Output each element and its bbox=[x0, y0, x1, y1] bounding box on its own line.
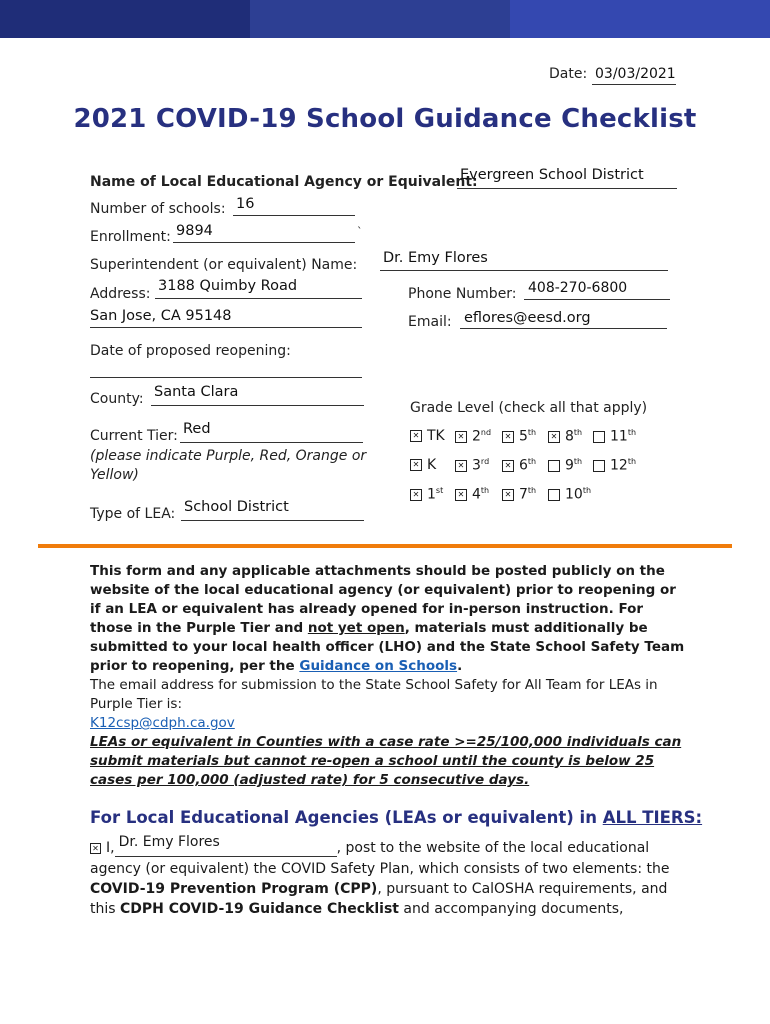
grade-option[interactable] bbox=[548, 486, 591, 503]
certification-paragraph bbox=[90, 834, 670, 919]
grade-suffix: th bbox=[480, 486, 490, 495]
all-tiers-text: ALL TIERS: bbox=[602, 808, 703, 827]
grade-option[interactable] bbox=[548, 457, 582, 474]
grade-option[interactable] bbox=[502, 457, 536, 474]
banner-segment bbox=[250, 0, 510, 38]
date-line bbox=[592, 84, 676, 85]
checkbox-icon[interactable] bbox=[593, 431, 605, 443]
tier-line bbox=[180, 442, 363, 443]
guidance-on-schools-link[interactable]: Guidance on Schools bbox=[299, 658, 458, 674]
checked-checkbox-icon[interactable]: ✕ bbox=[410, 489, 422, 501]
grade-label: 10 bbox=[565, 486, 583, 503]
section-heading-text: For Local Educational Agencies (LEAs or equivalent) in bbox=[90, 808, 603, 827]
reopening-line[interactable] bbox=[90, 377, 362, 378]
header-banner bbox=[0, 0, 770, 38]
tier-value[interactable]: Red bbox=[183, 421, 211, 437]
tier-label: Current Tier: bbox=[90, 428, 178, 444]
cert-i: I, bbox=[106, 840, 115, 856]
county-label: County: bbox=[90, 391, 144, 407]
date-value[interactable]: 03/03/2021 bbox=[595, 66, 676, 82]
checked-checkbox-icon[interactable]: ✕ bbox=[502, 489, 514, 501]
lea-name-label: Name of Local Educational Agency or Equivalent: bbox=[90, 174, 478, 190]
phone-label: Phone Number: bbox=[408, 286, 517, 302]
checked-checkbox-icon[interactable]: ✕ bbox=[410, 459, 422, 471]
enrollment-value[interactable]: 9894 bbox=[176, 223, 213, 239]
grade-suffix: th bbox=[573, 457, 583, 466]
checked-checkbox-icon[interactable]: ✕ bbox=[502, 431, 514, 443]
reopening-label: Date of proposed reopening: bbox=[90, 343, 291, 359]
notice-period: . bbox=[457, 658, 463, 674]
banner-segment bbox=[0, 0, 250, 38]
lea-name-line bbox=[457, 188, 677, 189]
address-value[interactable]: 3188 Quimby Road bbox=[158, 278, 298, 294]
grade-label: TK bbox=[427, 428, 445, 444]
grade-label: 2 bbox=[472, 428, 481, 445]
cert-text-2: , pursuant to CalOSHA requirements, and this bbox=[90, 881, 668, 917]
cert-text-3: and accompanying documents, bbox=[398, 901, 624, 917]
email-value[interactable]: eflores@eesd.org bbox=[464, 310, 591, 326]
grade-option[interactable] bbox=[593, 457, 636, 474]
certification-checkbox[interactable]: ✕ bbox=[90, 843, 101, 854]
checkbox-icon[interactable] bbox=[548, 460, 560, 472]
banner-segment bbox=[510, 0, 770, 38]
notice-not-yet-open: not yet open bbox=[307, 620, 405, 636]
notice-text-2: , materials must additionally be submitted to your local health officer (LHO) and the State School Safety Team prior to reopening, per the bbox=[90, 620, 685, 674]
grade-label: 5 bbox=[519, 428, 528, 445]
grade-label: 6 bbox=[519, 457, 528, 474]
superintendent-label: Superintendent (or equivalent) Name: bbox=[90, 257, 358, 273]
checked-checkbox-icon[interactable]: ✕ bbox=[410, 430, 422, 442]
grade-label: 8 bbox=[565, 428, 574, 445]
grade-label: 1 bbox=[427, 486, 436, 503]
grade-option[interactable] bbox=[502, 428, 536, 445]
grade-label: 11 bbox=[610, 428, 628, 445]
grade-suffix: th bbox=[573, 428, 583, 437]
grade-option[interactable] bbox=[455, 428, 491, 445]
address-line2-value[interactable]: San Jose, CA 95148 bbox=[90, 308, 232, 324]
page-title: 2021 COVID-19 School Guidance Checklist bbox=[73, 104, 697, 134]
grade-label: 4 bbox=[472, 486, 481, 503]
case-rate-note: LEAs or equivalent in Counties with a case rate >=25/100,000 individuals can submit materials but cannot re-open a school until the county is below 25 cases per 100,000 (adjusted rate) for 5 consecutive days. bbox=[90, 734, 682, 788]
cpp-text: COVID-19 Prevention Program (CPP) bbox=[90, 881, 378, 897]
phone-value[interactable]: 408-270-6800 bbox=[528, 280, 628, 296]
lea-type-value[interactable]: School District bbox=[184, 499, 289, 515]
grade-option[interactable] bbox=[593, 428, 636, 445]
grade-label: 9 bbox=[565, 457, 574, 474]
grade-option[interactable] bbox=[502, 486, 536, 503]
section-heading bbox=[90, 808, 702, 827]
grade-option[interactable] bbox=[410, 457, 436, 473]
address-line2-line bbox=[90, 327, 362, 328]
cert-text-1: , post to the website of the local educational agency (or equivalent) the COVID Safety Plan, which consists of two elements: the bbox=[90, 840, 670, 877]
grade-option[interactable] bbox=[410, 486, 443, 503]
grade-suffix: st bbox=[435, 486, 444, 495]
enrollment-line bbox=[173, 242, 355, 243]
notice-text: This form and any applicable attachments should be posted publicly on the website of the local educational agency (or equivalent) prior to reopening or if an LEA or equivalent has already opened for in-person instruction. For those in the Purple Tier and bbox=[90, 563, 676, 636]
grade-option[interactable] bbox=[410, 428, 445, 444]
grade-option[interactable] bbox=[455, 457, 489, 474]
checked-checkbox-icon[interactable]: ✕ bbox=[455, 460, 467, 472]
superintendent-line bbox=[380, 270, 668, 271]
lea-type-label: Type of LEA: bbox=[90, 506, 176, 522]
grade-label: 3 bbox=[472, 457, 481, 474]
submission-email-link[interactable]: K12csp@cdph.ca.gov bbox=[90, 715, 235, 731]
address-line bbox=[155, 298, 362, 299]
cdph-checklist-text: CDPH COVID-19 Guidance Checklist bbox=[120, 901, 399, 917]
grade-option[interactable] bbox=[548, 428, 582, 445]
county-line bbox=[151, 405, 364, 406]
lea-name-value[interactable]: Evergreen School District bbox=[460, 167, 644, 183]
county-value[interactable]: Santa Clara bbox=[154, 384, 239, 400]
grade-suffix: th bbox=[582, 486, 592, 495]
notice-paragraph bbox=[90, 562, 690, 790]
schools-line bbox=[233, 215, 355, 216]
enrollment-label: Enrollment: bbox=[90, 229, 171, 245]
checked-checkbox-icon[interactable]: ✕ bbox=[502, 460, 514, 472]
grade-suffix: th bbox=[527, 457, 537, 466]
grade-suffix: nd bbox=[480, 428, 492, 437]
checkbox-icon[interactable] bbox=[548, 489, 560, 501]
checkbox-icon[interactable] bbox=[593, 460, 605, 472]
grade-suffix: th bbox=[627, 428, 637, 437]
superintendent-value[interactable]: Dr. Emy Flores bbox=[383, 250, 488, 266]
section-divider bbox=[38, 544, 732, 548]
grade-label: K bbox=[427, 457, 437, 473]
address-label: Address: bbox=[90, 286, 151, 302]
checked-checkbox-icon[interactable]: ✕ bbox=[548, 431, 560, 443]
grade-suffix: th bbox=[527, 428, 537, 437]
enrollment-tick: ` bbox=[357, 225, 363, 238]
cert-name-value: Dr. Emy Flores bbox=[118, 834, 220, 850]
cert-name-field[interactable] bbox=[115, 836, 337, 857]
email-line bbox=[460, 328, 667, 329]
checked-checkbox-icon[interactable]: ✕ bbox=[455, 431, 467, 443]
schools-label: Number of schools: bbox=[90, 201, 226, 217]
email-label: Email: bbox=[408, 314, 452, 330]
phone-line bbox=[524, 299, 670, 300]
date-label: Date: bbox=[549, 66, 588, 82]
grade-suffix: rd bbox=[480, 457, 490, 466]
grade-suffix: th bbox=[627, 457, 637, 466]
schools-value[interactable]: 16 bbox=[236, 196, 255, 212]
checked-checkbox-icon[interactable]: ✕ bbox=[455, 489, 467, 501]
submission-email-text: The email address for submission to the State School Safety for All Team for LEAs in Purple Tier is: bbox=[90, 677, 658, 712]
grade-option[interactable] bbox=[455, 486, 489, 503]
grade-suffix: th bbox=[527, 486, 537, 495]
lea-type-line bbox=[181, 520, 364, 521]
tier-hint: (please indicate Purple, Red, Orange or Yellow) bbox=[90, 448, 367, 483]
grade-label: 7 bbox=[519, 486, 528, 503]
grade-level-label: Grade Level (check all that apply) bbox=[410, 400, 648, 416]
grade-label: 12 bbox=[610, 457, 628, 474]
